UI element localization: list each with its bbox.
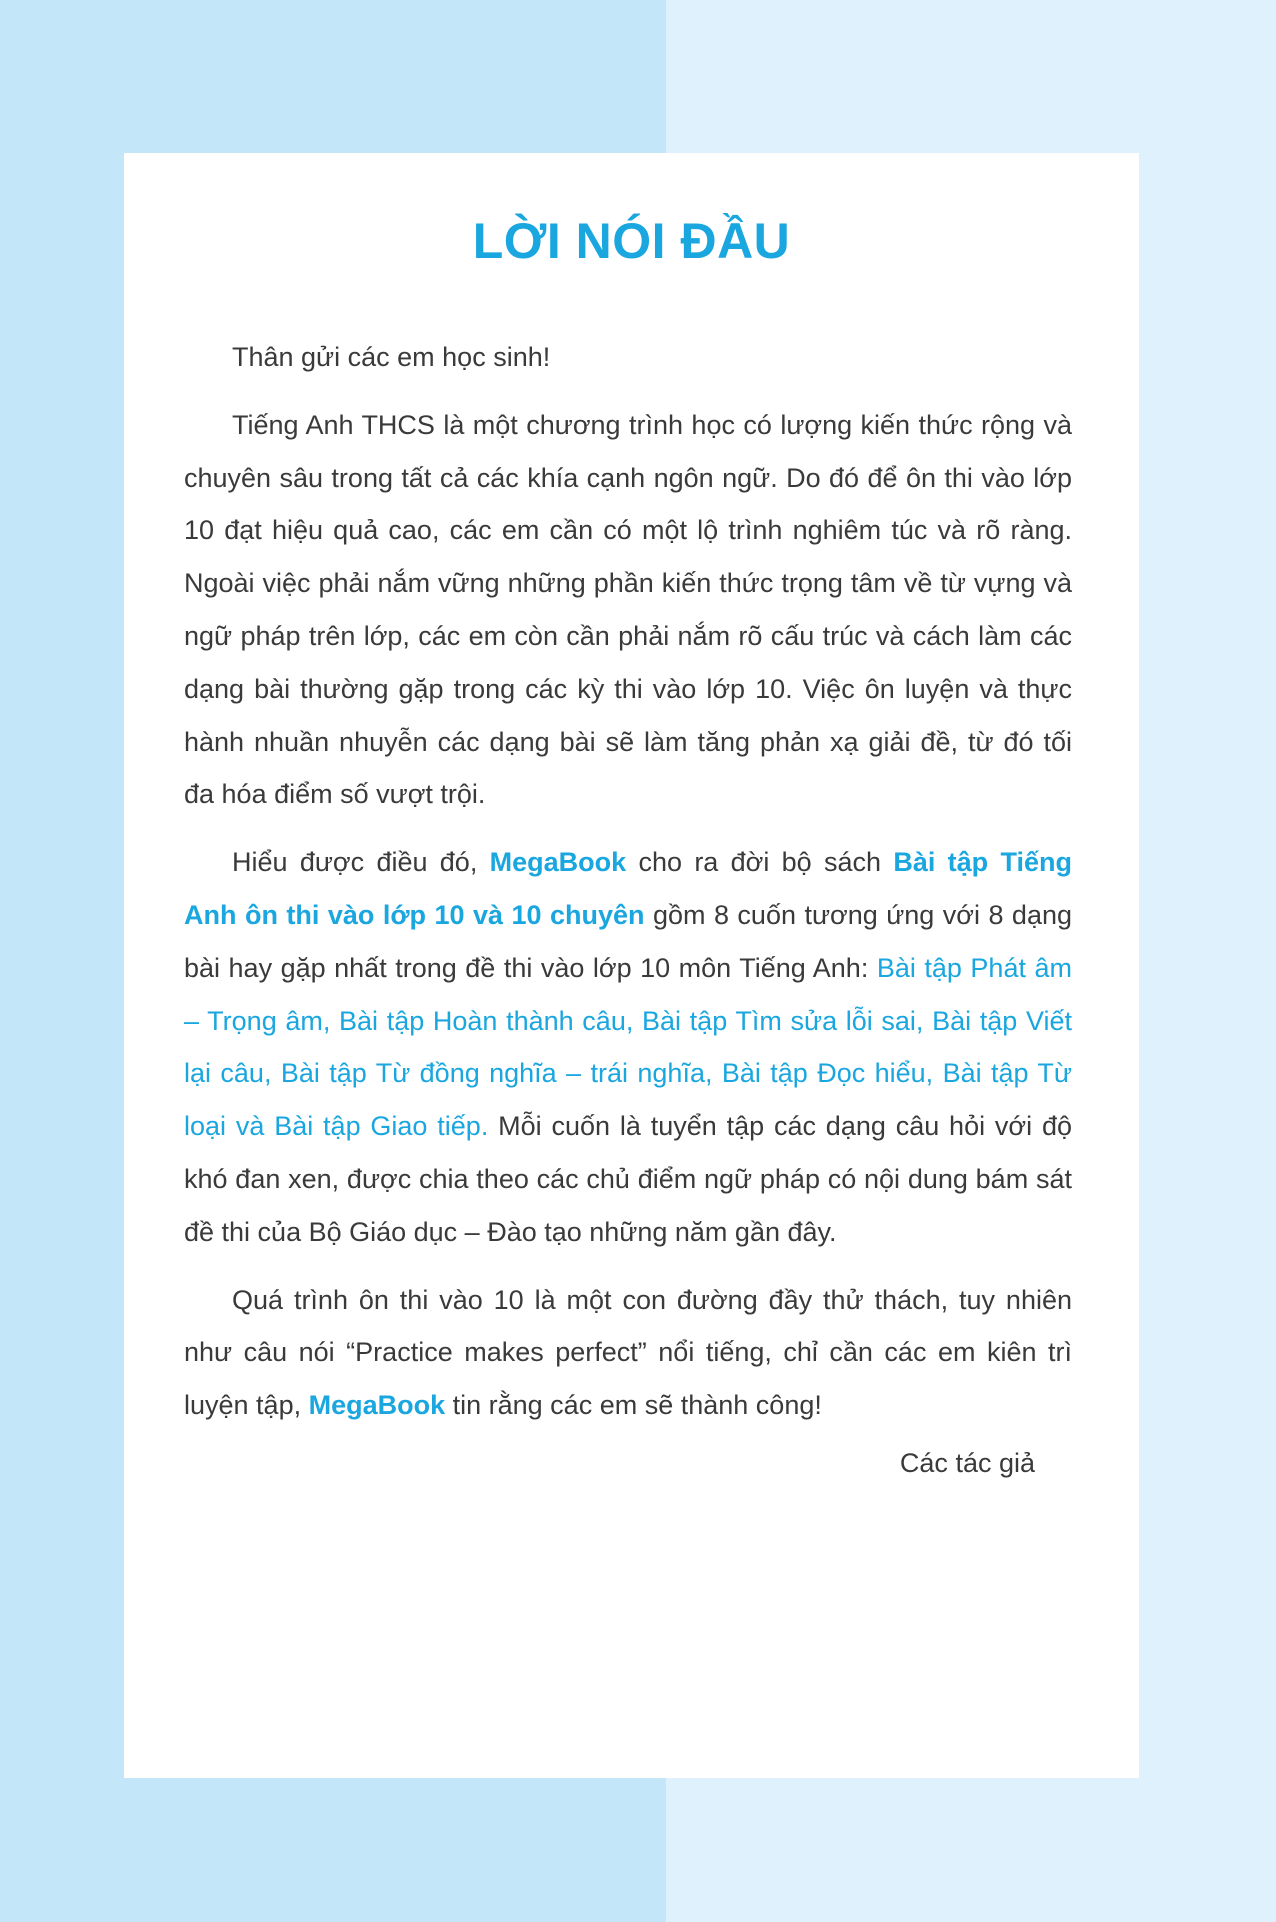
paragraph-closing-text: tin rằng các em sẽ thành công! (445, 1390, 822, 1421)
paragraph-series-text: cho ra đời bộ sách (626, 847, 894, 878)
paragraph-series-text: gồm 8 cuốn tương ứng với 8 dạng bài hay gặp nhất trong đề thi vào lớp 10 môn Tiếng Anh: (184, 899, 1072, 983)
paragraph-closing (184, 1274, 1072, 1432)
preface-card (124, 153, 1139, 1778)
preface-body (184, 331, 1072, 1447)
paragraph-intro: Tiếng Anh THCS là một chương trình học có lượng kiến thức rộng và chuyên sâu trong tất cả các khía cạnh ngôn ngữ. Do đó để ôn thi vào lớp 10 đạt hiệu quả cao, các em cần có một lộ trình nghiêm túc và rõ ràng. Ngoài việc phải nắm vững những phần kiến thức trọng tâm về từ vựng và ngữ pháp trên lớp, các em còn cần phải nắm rõ cấu trúc và cách làm các dạng bài thường gặp trong các kỳ thi vào lớp 10. Việc ôn luyện và thực hành nhuần nhuyễn các dạng bài sẽ làm tăng phản xạ giải đề, từ đó tối đa hóa điểm số vượt trội. (184, 409, 1072, 810)
series-title: Bài tập Tiếng Anh ôn thi vào lớp 10 và 10 chuyên (184, 847, 1072, 930)
page-title: LỜI NÓI ĐẦU (472, 213, 791, 269)
paragraph-series (184, 836, 1072, 1258)
book-titles-list: Bài tập Phát âm – Trọng âm, Bài tập Hoàn thành câu, Bài tập Tìm sửa lỗi sai, Bài tập Viết lại câu, Bài tập Từ đồng nghĩa – trái nghĩa, Bài tập Đọc hiểu, Bài tập Từ loại và Bài tập Giao tiếp. (184, 952, 1072, 1142)
author-signature: Các tác giả (899, 1448, 1035, 1478)
paragraph-series-text: Hiểu được điều đó, (232, 847, 490, 878)
brand-name: MegaBook (489, 847, 627, 878)
brand-name: MegaBook (308, 1390, 446, 1421)
greeting: Thân gửi các em học sinh! (232, 342, 551, 372)
paragraph-series-text: Mỗi cuốn là tuyển tập các dạng câu hỏi với độ khó đan xen, được chia theo các chủ điểm ngữ pháp có nội dung bám sát đề thi của Bộ Giáo dục – Đào tạo những năm gần đây. (184, 1111, 1072, 1247)
paragraph-closing-text: Quá trình ôn thi vào 10 là một con đường đầy thử thách, tuy nhiên như câu nói “Practice makes perfect” nổi tiếng, chỉ cần các em kiên trì luyện tập, (184, 1284, 1072, 1421)
